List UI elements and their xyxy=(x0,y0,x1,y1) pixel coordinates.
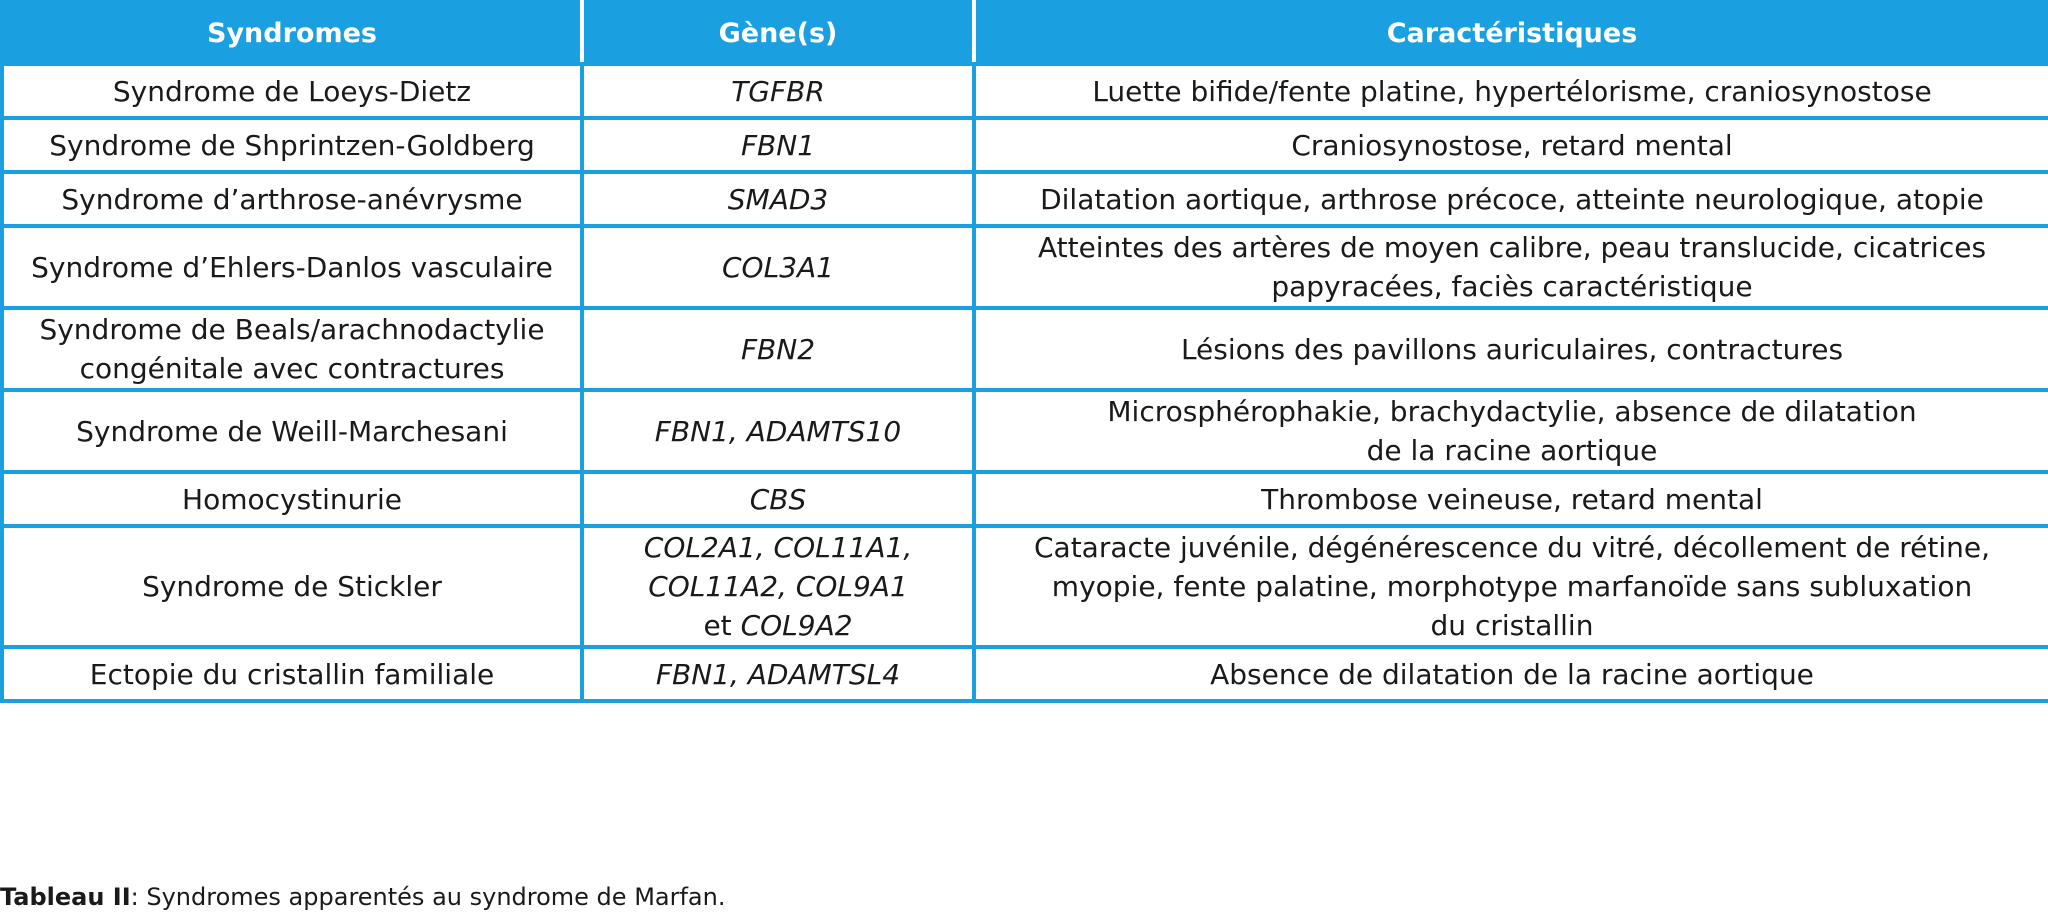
syndrome-cell-line: Syndrome d’arthrose-anévrysme xyxy=(61,182,523,216)
table-row xyxy=(2,647,2048,701)
characteristics-cell xyxy=(974,118,2048,172)
table-row xyxy=(2,308,2048,390)
syndrome-cell xyxy=(2,118,582,172)
characteristics-cell-line: de la racine aortique xyxy=(1366,434,1658,467)
table-row xyxy=(2,172,2048,226)
table-row xyxy=(2,526,2048,647)
characteristics-cell-line: Lésions des pavillons auriculaires, contractures xyxy=(1180,332,1844,366)
characteristics-cell xyxy=(974,390,2048,472)
syndrome-cell xyxy=(2,526,582,647)
table-header-row xyxy=(2,2,2048,64)
gene-cell-line: COL3A1 xyxy=(722,250,834,284)
gene-cell xyxy=(582,526,974,647)
characteristics-cell-line: Cataracte juvénile, dégénérescence du vitré, décollement de rétine, xyxy=(1033,531,1990,564)
characteristics-cell xyxy=(974,472,2048,526)
table-row xyxy=(2,390,2048,472)
characteristics-cell xyxy=(974,647,2048,701)
characteristics-cell-line: du cristallin xyxy=(1430,609,1594,642)
characteristics-cell-line: Absence de dilatation de la racine aortique xyxy=(1210,657,1814,691)
characteristics-cell xyxy=(974,64,2048,118)
syndrome-cell-line: congénitale avec contractures xyxy=(79,352,505,385)
syndrome-cell-line: Syndrome de Stickler xyxy=(142,570,442,603)
characteristics-cell-line: papyracées, faciès caractéristique xyxy=(1271,270,1753,303)
table-row xyxy=(2,118,2048,172)
gene-cell xyxy=(582,472,974,526)
syndrome-cell-line: Syndrome d’Ehlers-Danlos vasculaire xyxy=(31,250,553,284)
gene-cell-line: FBN1, ADAMTSL4 xyxy=(655,657,901,691)
characteristics-cell-line: Atteintes des artères de moyen calibre, peau translucide, cicatrices xyxy=(1037,231,1987,264)
characteristics-cell xyxy=(974,172,2048,226)
characteristics-cell xyxy=(974,226,2048,308)
characteristics-cell-line: Dilatation aortique, arthrose précoce, atteinte neurologique, atopie xyxy=(1040,182,1984,216)
syndrome-cell-line: Syndrome de Beals/arachnodactylie xyxy=(39,313,545,346)
table-row xyxy=(2,64,2048,118)
syndrome-cell-line: Syndrome de Shprintzen-Goldberg xyxy=(49,128,535,162)
syndrome-cell xyxy=(2,472,582,526)
characteristics-cell-line: Luette bifide/fente platine, hypertélorisme, craniosynostose xyxy=(1092,74,1932,108)
syndrome-cell xyxy=(2,390,582,472)
gene-cell-line: COL11A2, COL9A1 xyxy=(648,570,908,603)
gene-cell-line: FBN2 xyxy=(740,332,816,366)
syndrome-cell-line: Homocystinurie xyxy=(182,482,402,516)
syndrome-cell xyxy=(2,226,582,308)
characteristics-cell-line: myopie, fente palatine, morphotype marfanoïde sans subluxation xyxy=(1051,570,1973,603)
gene-conjunction: et xyxy=(703,609,732,642)
syndrome-cell-line: Syndrome de Weill-Marchesani xyxy=(76,414,508,448)
syndrome-cell xyxy=(2,647,582,701)
gene-cell xyxy=(582,172,974,226)
characteristics-cell-line: Craniosynostose, retard mental xyxy=(1291,128,1733,162)
characteristics-cell-line: Thrombose veineuse, retard mental xyxy=(1261,482,1763,516)
gene-cell xyxy=(582,647,974,701)
syndrome-cell xyxy=(2,64,582,118)
caption-text: : Syndromes apparentés au syndrome de Marfan. xyxy=(130,883,726,911)
gene-cell-line: SMAD3 xyxy=(727,182,829,216)
gene-cell xyxy=(582,118,974,172)
gene-cell-line xyxy=(596,606,960,645)
header-characteristics: Caractéristiques xyxy=(974,2,2048,64)
gene-cell xyxy=(582,390,974,472)
syndrome-cell xyxy=(2,308,582,390)
characteristics-cell-line: Microsphérophakie, brachydactylie, absence de dilatation xyxy=(1107,395,1917,428)
gene-cell-line: FBN1 xyxy=(740,128,816,162)
header-syndromes: Syndromes xyxy=(2,2,582,64)
gene-cell-line: TGFBR xyxy=(731,74,825,108)
syndrome-cell-line: Ectopie du cristallin familiale xyxy=(89,657,495,691)
syndrome-cell xyxy=(2,172,582,226)
gene-cell-line: COL2A1, COL11A1, xyxy=(643,531,913,564)
table-row xyxy=(2,226,2048,308)
syndrome-cell-line: Syndrome de Loeys-Dietz xyxy=(112,74,472,108)
characteristics-cell xyxy=(974,308,2048,390)
gene-name: COL9A2 xyxy=(740,609,853,642)
header-genes: Gène(s) xyxy=(582,2,974,64)
table-row xyxy=(2,472,2048,526)
gene-cell xyxy=(582,226,974,308)
table-caption xyxy=(0,883,725,911)
gene-cell xyxy=(582,64,974,118)
gene-cell-line: FBN1, ADAMTS10 xyxy=(654,414,902,448)
gene-cell xyxy=(582,308,974,390)
characteristics-cell xyxy=(974,526,2048,647)
gene-cell-line: CBS xyxy=(749,482,807,516)
caption-label: Tableau II xyxy=(0,883,131,911)
